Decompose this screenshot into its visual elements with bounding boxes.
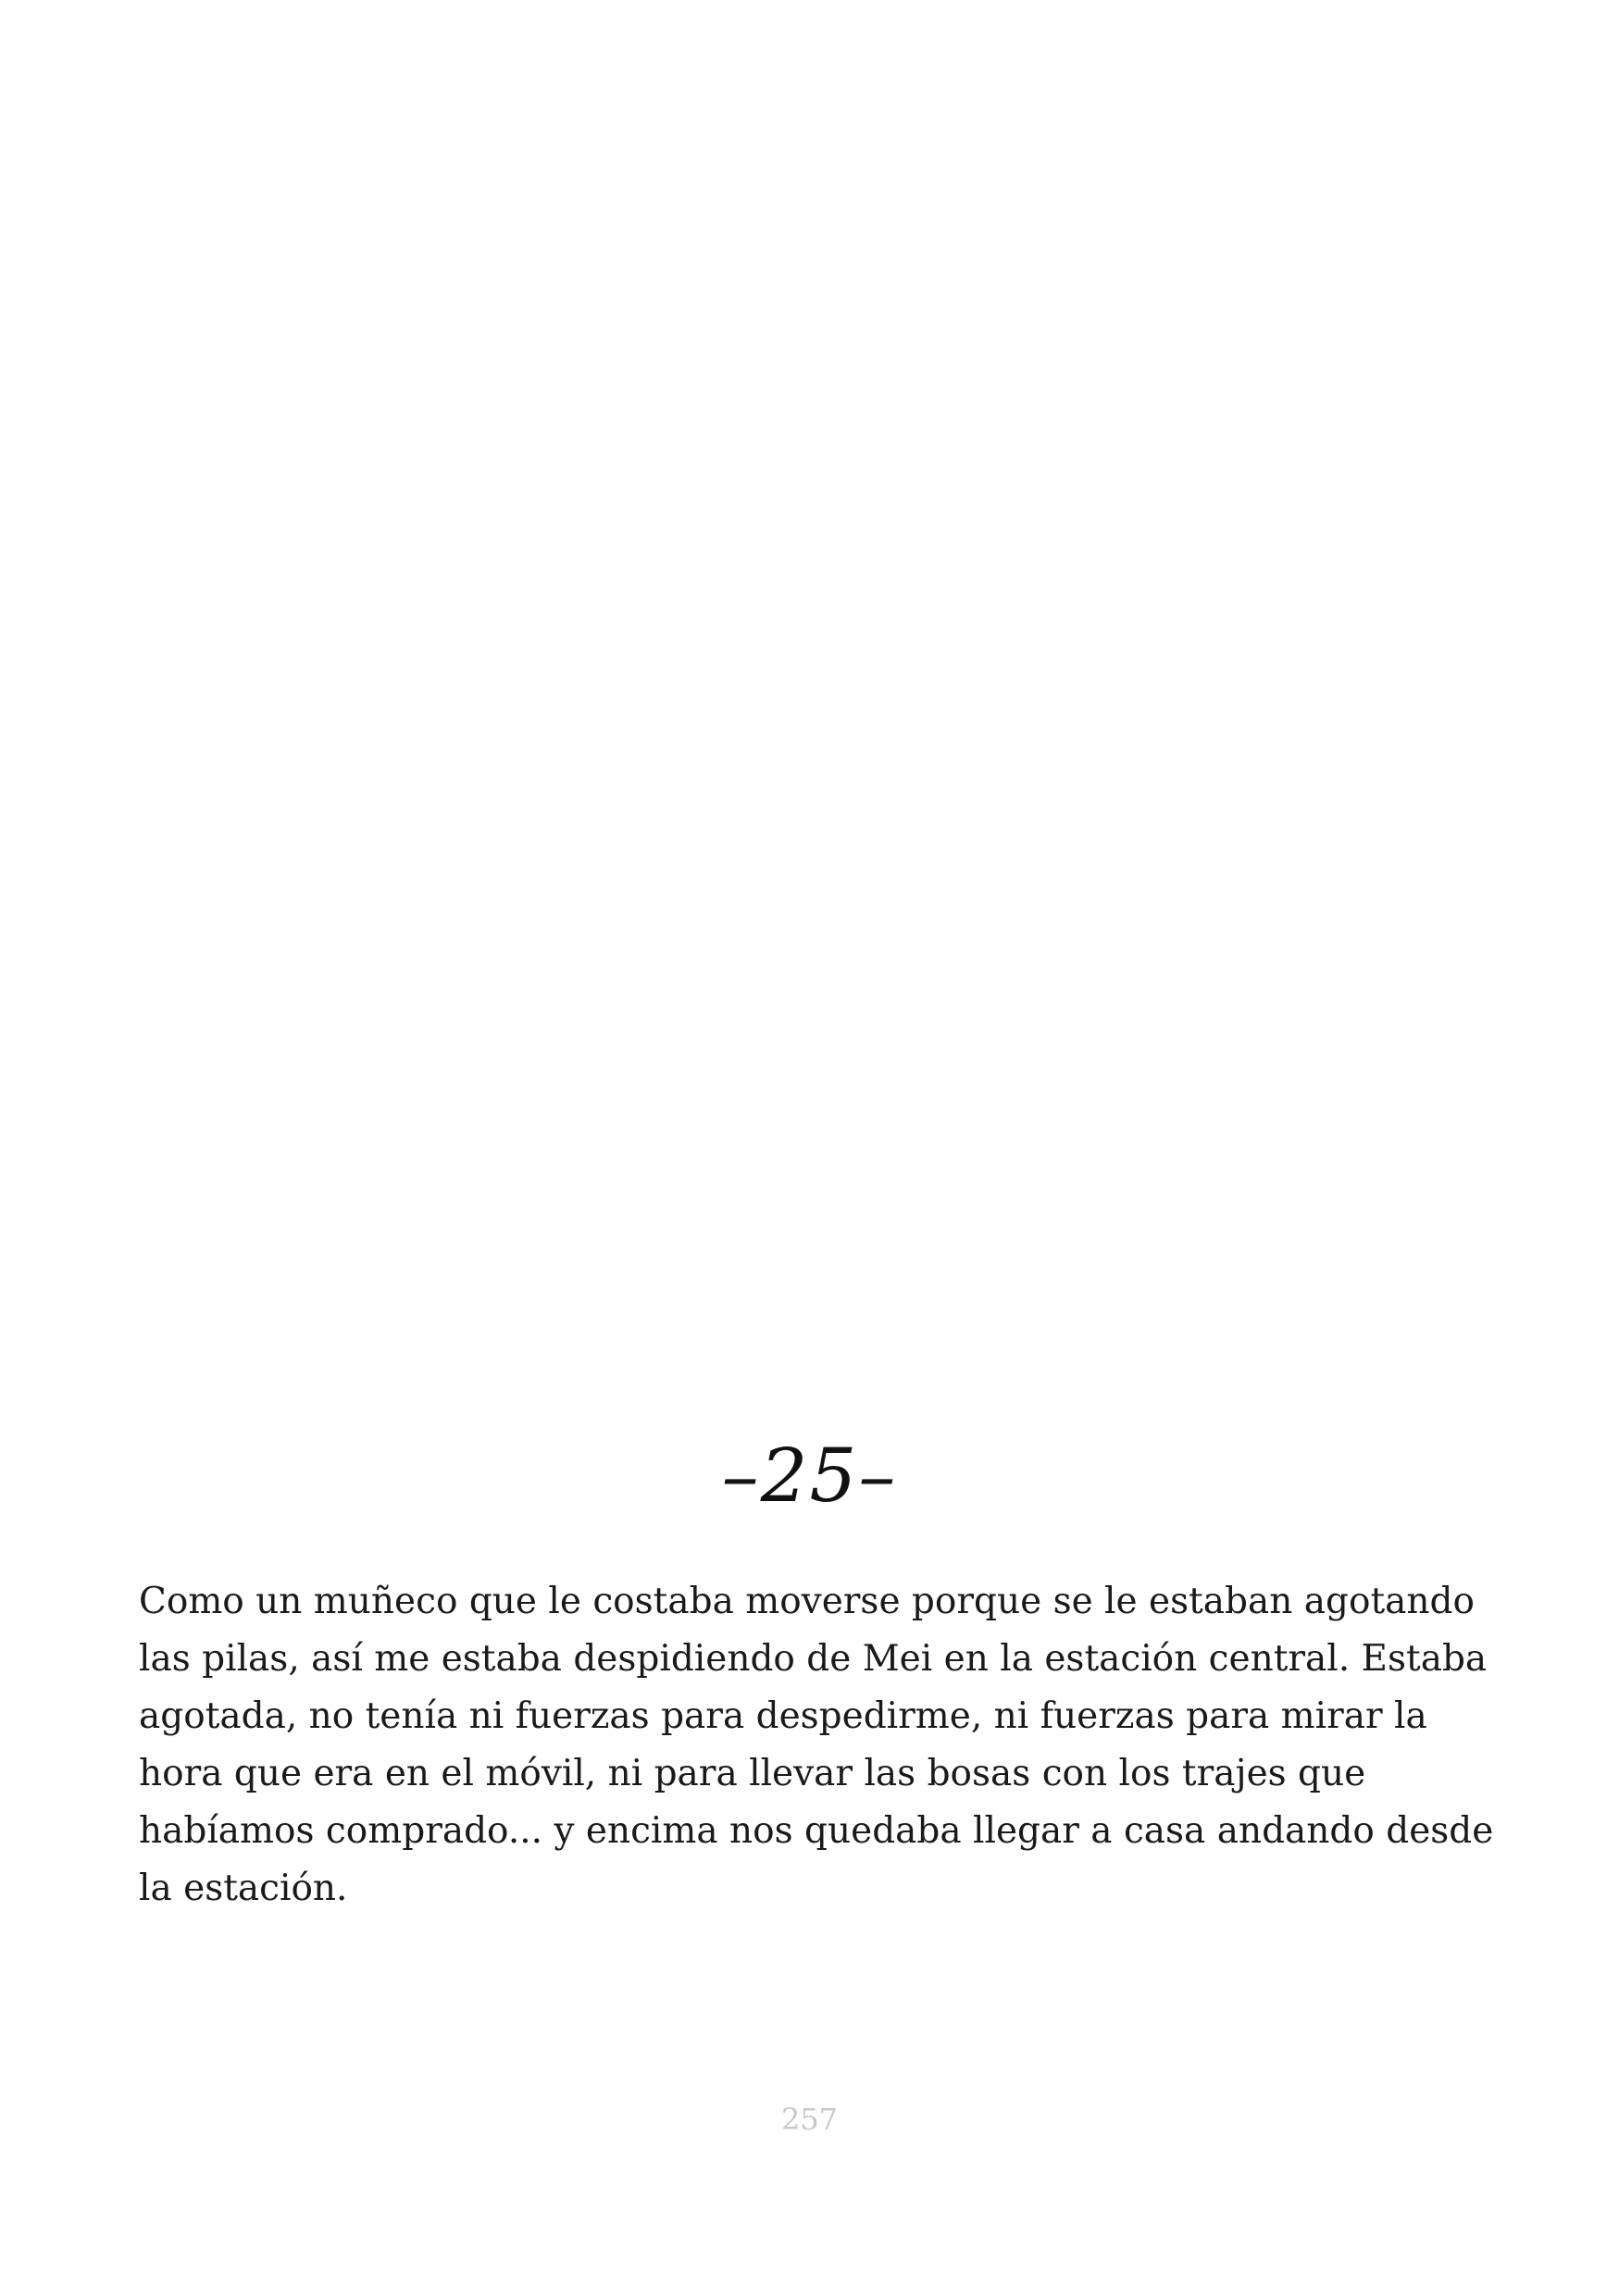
paragraph-line: habíamos comprado... y encima nos quedaba llegar a casa andando desde [139, 1810, 1494, 1852]
paragraph-line: la estación. [139, 1868, 348, 1909]
body-paragraph [139, 1573, 1494, 1917]
page-number: 257 [780, 2102, 839, 2137]
paragraph-line: agotada, no tenía ni fuerzas para despedirme, ni fuerzas para mirar la [139, 1695, 1427, 1737]
paragraph-line: Como un muñeco que le costaba moverse porque se le estaban agotando [139, 1581, 1475, 1622]
chapter-title: –25– [721, 1433, 898, 1519]
paragraph-line: hora que era en el móvil, ni para llevar las bosas con los trajes que [139, 1753, 1366, 1794]
paragraph-line: las pilas, así me estaba despidiendo de Mei en la estación central. Estaba [139, 1638, 1488, 1680]
